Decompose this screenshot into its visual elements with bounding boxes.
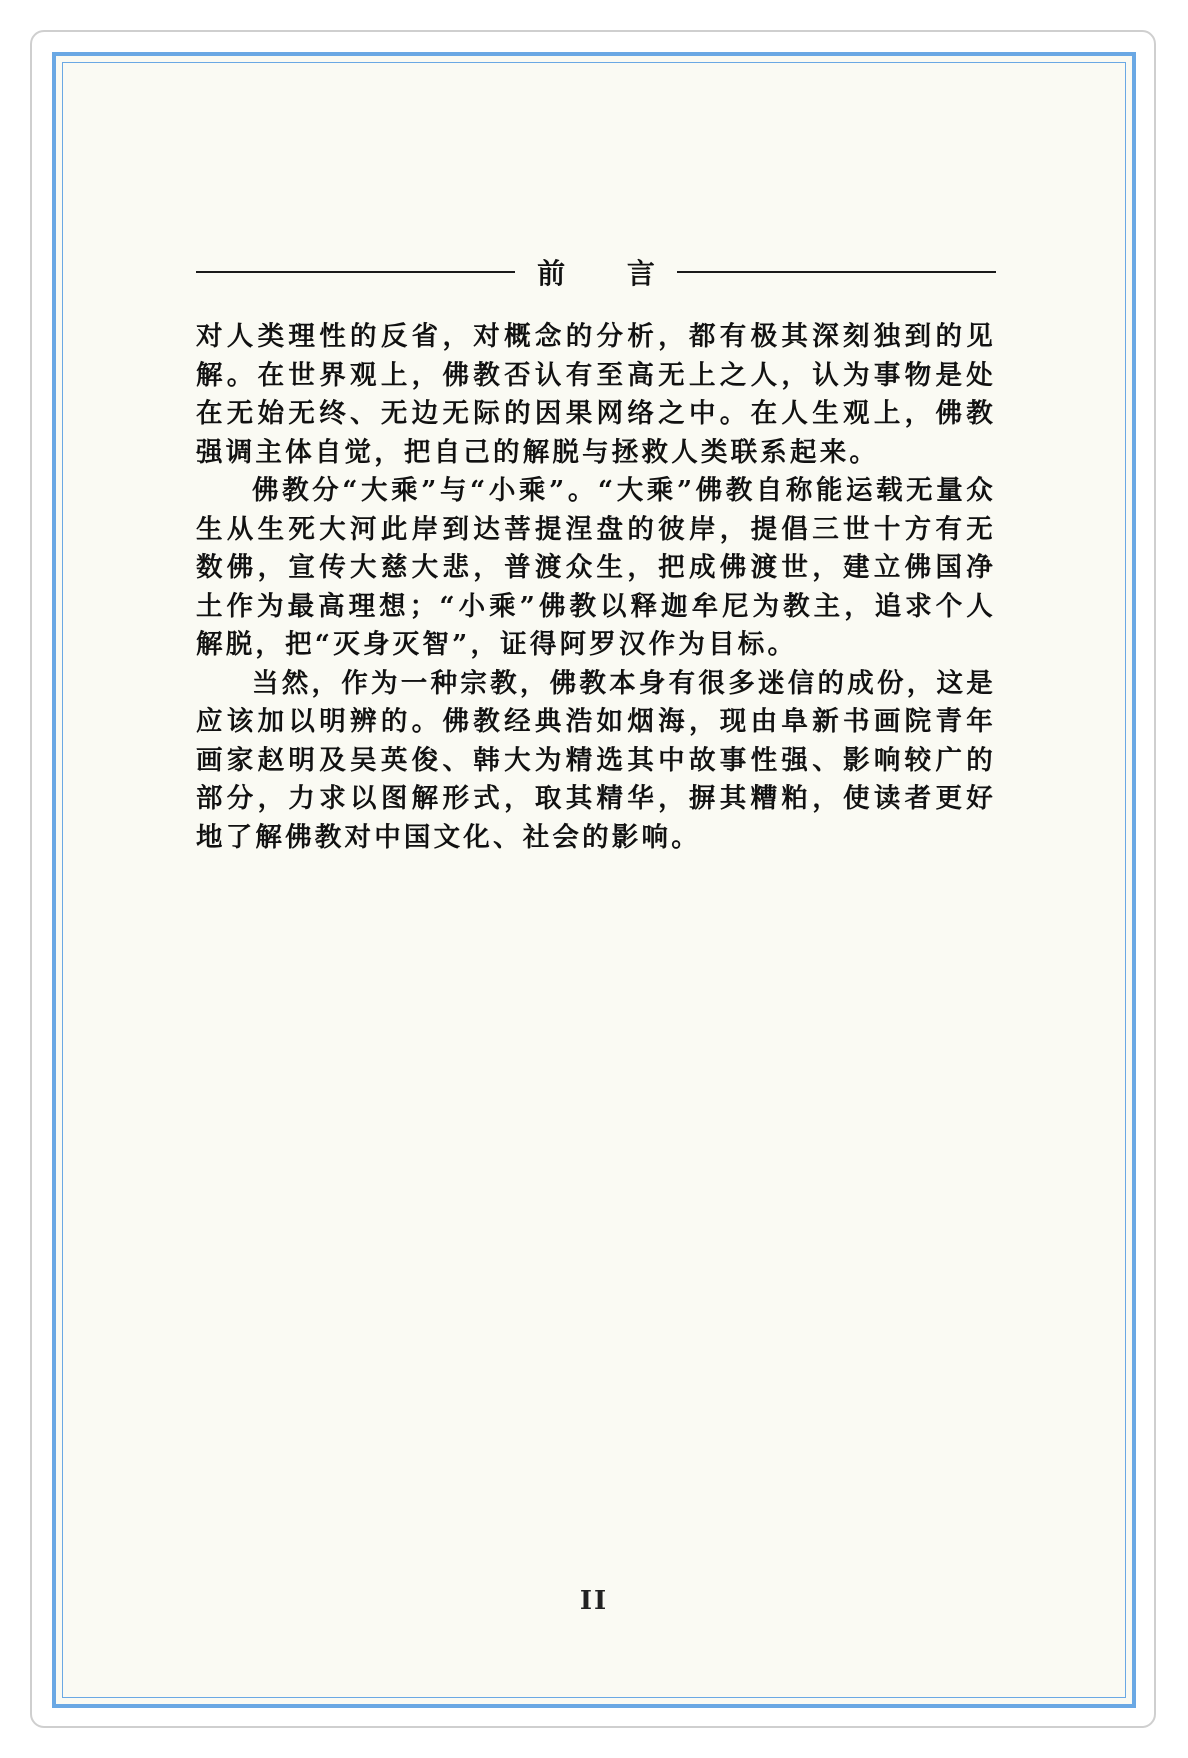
paragraph-2: 佛教分“大乘”与“小乘”。“大乘”佛教自称能运载无量众生从生死大河此岸到达菩提涅盘的彼岸，提倡三世十方有无数佛，宣传大慈大悲，普渡众生，把成佛渡世，建立佛国净土作为最高理想；“小乘”佛教以释迦牟尼为教主，追求个人解脱，把“灭身灭智”，证得阿罗汉作为目标。 bbox=[196, 475, 996, 660]
page-number: II bbox=[579, 1586, 609, 1616]
paragraph-1: 对人类理性的反省，对概念的分析，都有极其深刻独到的见解。在世界观上，佛教否认有至高无上之人，认为事物是处在无始无终、无边无际的因果网络之中。在人生观上，佛教强调主体自觉，把自己的解脱与拯救人类联系起来。 bbox=[196, 321, 996, 468]
header-title: 前 言 bbox=[537, 257, 681, 290]
page-frame bbox=[52, 52, 1136, 1708]
paragraph-3: 当然，作为一种宗教，佛教本身有很多迷信的成份，这是应该加以明辨的。佛教经典浩如烟海，现由阜新书画院青年画家赵明及吴英俊、韩大为精选其中故事性强、影响较广的部分，力求以图解形式，取其精华，摒其糟粕，使读者更好地了解佛教对中国文化、社会的影响。 bbox=[196, 667, 996, 853]
frame-inner-line bbox=[62, 62, 1126, 1698]
